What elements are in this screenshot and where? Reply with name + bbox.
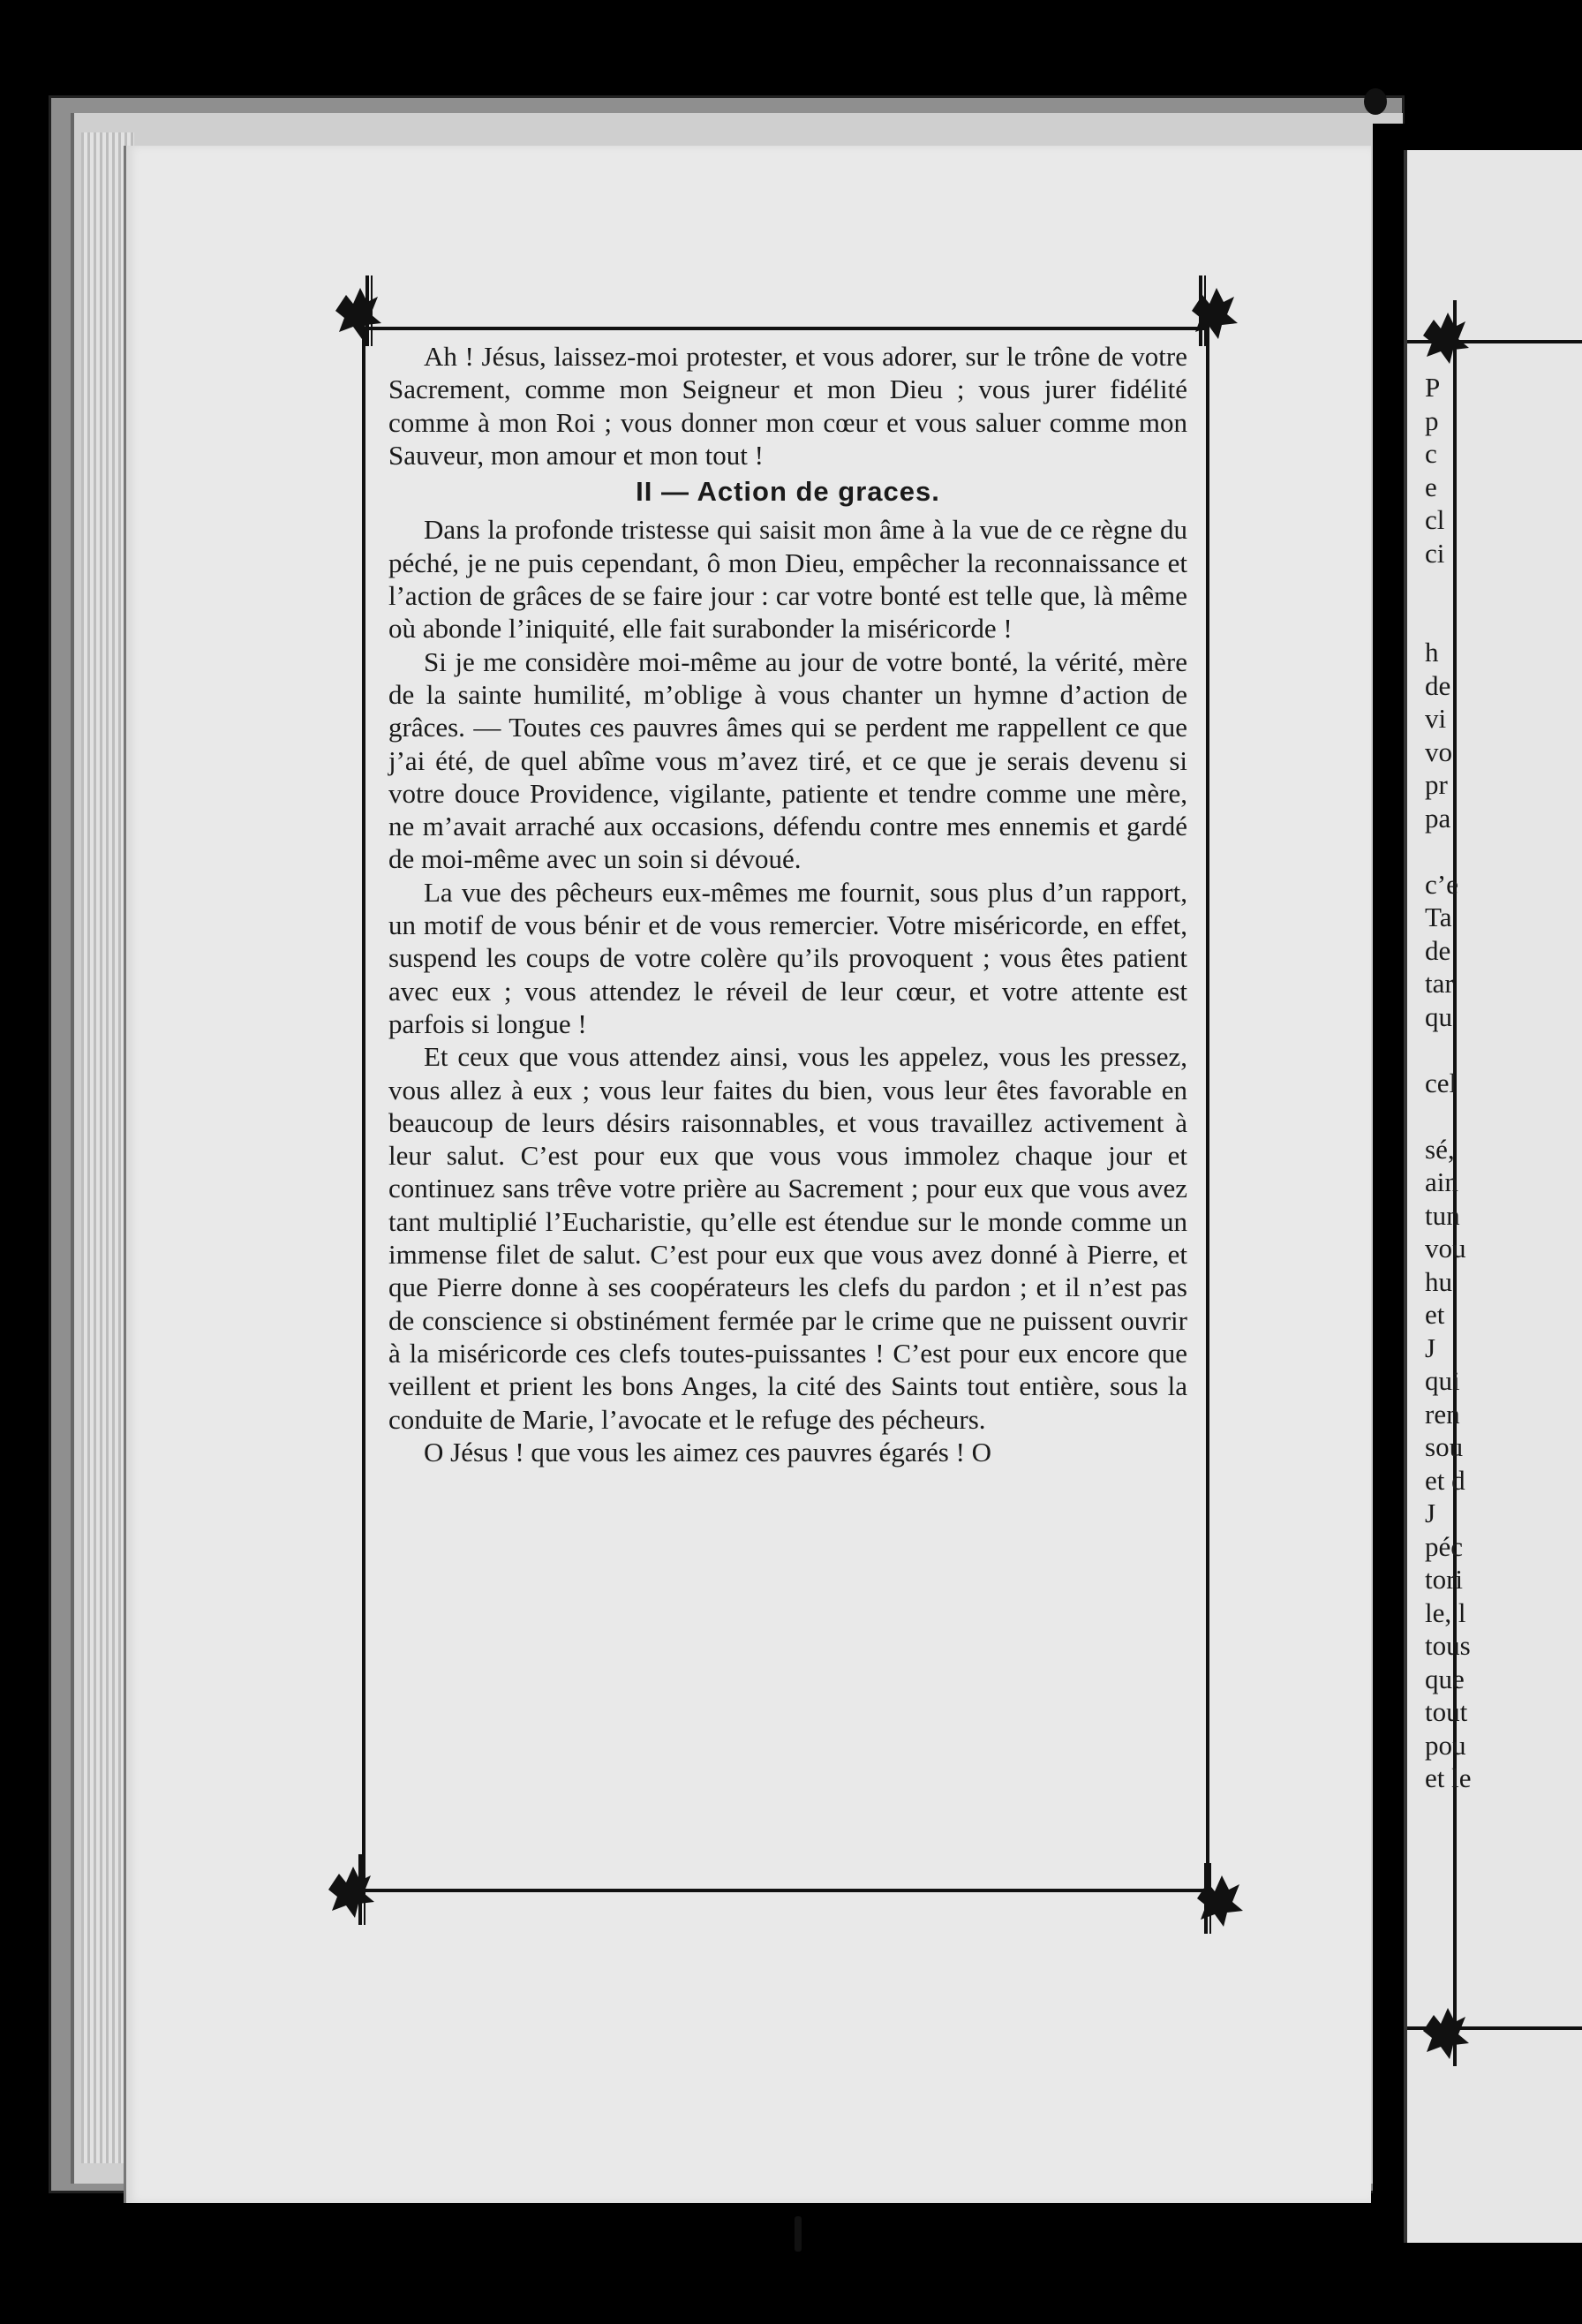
paragraph: Ah ! Jésus, laissez-moi protester, et vous adorer, sur le trône de votre Sacrement, comme mon Seigneur et mon Dieu ; vous jurer fidélité comme à mon Roi ; vous donner mon cœur et vous saluer comme mon Sauveur, mon amour et mon tout ! xyxy=(388,341,1187,471)
facing-line-fragment: pr xyxy=(1425,769,1448,800)
facing-line-fragment: péc xyxy=(1425,1530,1464,1562)
facing-line-fragment: tout xyxy=(1425,1696,1468,1727)
facing-line-fragment: h xyxy=(1425,637,1439,668)
ink-speck xyxy=(795,2216,802,2252)
facing-line-fragment: que xyxy=(1425,1663,1465,1694)
ink-speck xyxy=(1364,88,1387,115)
facing-line-fragment xyxy=(1425,1099,1582,1133)
facing-page xyxy=(1404,150,1582,2243)
facing-line-fragment: cel xyxy=(1425,1067,1458,1098)
facing-line-fragment: et le xyxy=(1425,1762,1472,1793)
corner-ornament-icon xyxy=(320,1854,381,1925)
page-text xyxy=(388,340,1187,1468)
facing-line-fragment: le, l xyxy=(1425,1596,1466,1628)
facing-line-fragment xyxy=(1425,570,1582,603)
corner-ornament-icon xyxy=(327,275,388,346)
facing-line-fragment: p xyxy=(1425,404,1439,436)
facing-line-fragment: ain xyxy=(1425,1166,1458,1197)
facing-line-fragment: vi xyxy=(1425,703,1447,734)
facing-line-fragment: de xyxy=(1425,669,1451,701)
facing-line-fragment: qu xyxy=(1425,1000,1452,1032)
paragraph: Dans la profonde tristesse qui saisit mon âme à la vue de ce règne du péché, je ne puis cependant, ô mon Dieu, empêcher la reconnaissance et l’action de grâces de se faire jour : car votre bonté est telle que, là même où abonde l’iniquité, elle fait surabonder la miséricorde ! xyxy=(388,514,1187,645)
facing-line-fragment: et d xyxy=(1425,1464,1465,1496)
facing-page-text xyxy=(1425,371,1582,1795)
paragraph: O Jésus ! que vous les aimez ces pauvres égarés ! O xyxy=(424,1436,992,1468)
facing-line-fragment xyxy=(1425,1033,1582,1067)
corner-ornament-icon xyxy=(1414,1996,1476,2066)
facing-line-fragment: Ta xyxy=(1425,902,1452,932)
facing-line-fragment: cl xyxy=(1425,504,1445,535)
facing-line-fragment: J xyxy=(1425,1498,1436,1528)
facing-line-fragment: tous xyxy=(1425,1630,1471,1661)
facing-line-fragment: sou xyxy=(1425,1431,1464,1462)
corner-ornament-icon xyxy=(1414,300,1476,371)
frame-left-rule xyxy=(362,327,365,1885)
facing-line-fragment: tar xyxy=(1425,968,1454,999)
section-heading: II — Action de graces. xyxy=(636,476,940,508)
facing-line-fragment: P xyxy=(1425,372,1441,403)
facing-line-fragment: vou xyxy=(1425,1233,1466,1264)
facing-line-fragment xyxy=(1425,603,1582,637)
paragraph: Et ceux que vous attendez ainsi, vous les appelez, vous les pressez, vous allez à eux ; vous leur faites du bien, vous leur êtes favorable en beaucoup de leurs désirs raisonnables, et vous travaillez activement à leur salut. C’est pour eux que vous vous immolez chaque jour et continuez sans trêve votre prière au Sacrement ; pour eux que vous avez tant multiplié l’Eucharistie, qu’elle est étendue sur le monde comme un immense filet de salut. C’est pour eux que vous avez donné à Pierre, et que Pierre donne à ses coopérateurs les clefs du pardon ; et il n’est pas de conscience si obstinément fermée par le crime que ne puissent ouvrir à la miséricorde ces clefs toutes-puissantes ! C’est pour eux encore que veillent et prient les bons Anges, la cité des Saints tout entière, sous la conduite de Marie, l’avocate et le refuge des pécheurs. xyxy=(388,1041,1187,1435)
facing-line-fragment: tori xyxy=(1425,1564,1464,1595)
facing-line-fragment: qui xyxy=(1425,1365,1460,1396)
facing-line-fragment: vo xyxy=(1425,736,1452,767)
facing-line-fragment: sé, xyxy=(1425,1133,1455,1165)
frame-right-rule xyxy=(1206,327,1209,1885)
facing-line-fragment: et xyxy=(1425,1299,1445,1330)
facing-line-fragment: c’e xyxy=(1425,868,1458,900)
corner-ornament-icon xyxy=(1188,1863,1250,1934)
paragraph: Si je me considère moi-même au jour de votre bonté, la vérité, mère de la sainte humilité, m’oblige à vous chanter un hymne d’action de grâces. — Toutes ces pauvres âmes qui se perdent me rappellent ce que j’ai été, de quel abîme vous m’avez tiré, et ce que je serais devenu si votre douce Providence, vigilante, patiente et tendre comme une mère, ne m’avait arraché aux occasions, défendu contre mes ennemis et gardé de moi-même avec un soin si dévoué. xyxy=(388,645,1187,875)
paragraph: La vue des pêcheurs eux-mêmes me fournit, sous plus d’un rapport, un motif de vous bénir et de vous remercier. Votre miséricorde, en effet, suspend les coups de votre colère qu’ils provoquent ; vous êtes patient avec eux ; vous attendez le réveil de leur cœur, et votre attente est parfois si longue ! xyxy=(388,876,1187,1039)
facing-line-fragment: ren xyxy=(1425,1398,1460,1430)
corner-ornament-icon xyxy=(1183,275,1245,346)
facing-line-fragment: c xyxy=(1425,438,1437,469)
facing-line-fragment: ci xyxy=(1425,537,1445,569)
facing-line-fragment: pa xyxy=(1425,802,1451,834)
facing-line-fragment: J xyxy=(1425,1332,1436,1363)
facing-line-fragment: hu xyxy=(1425,1265,1452,1297)
facing-line-fragment: pou xyxy=(1425,1729,1466,1761)
facing-line-fragment: de xyxy=(1425,934,1451,966)
facing-line-fragment: e xyxy=(1425,471,1437,502)
facing-line-fragment: tun xyxy=(1425,1199,1460,1231)
facing-line-fragment xyxy=(1425,834,1582,868)
